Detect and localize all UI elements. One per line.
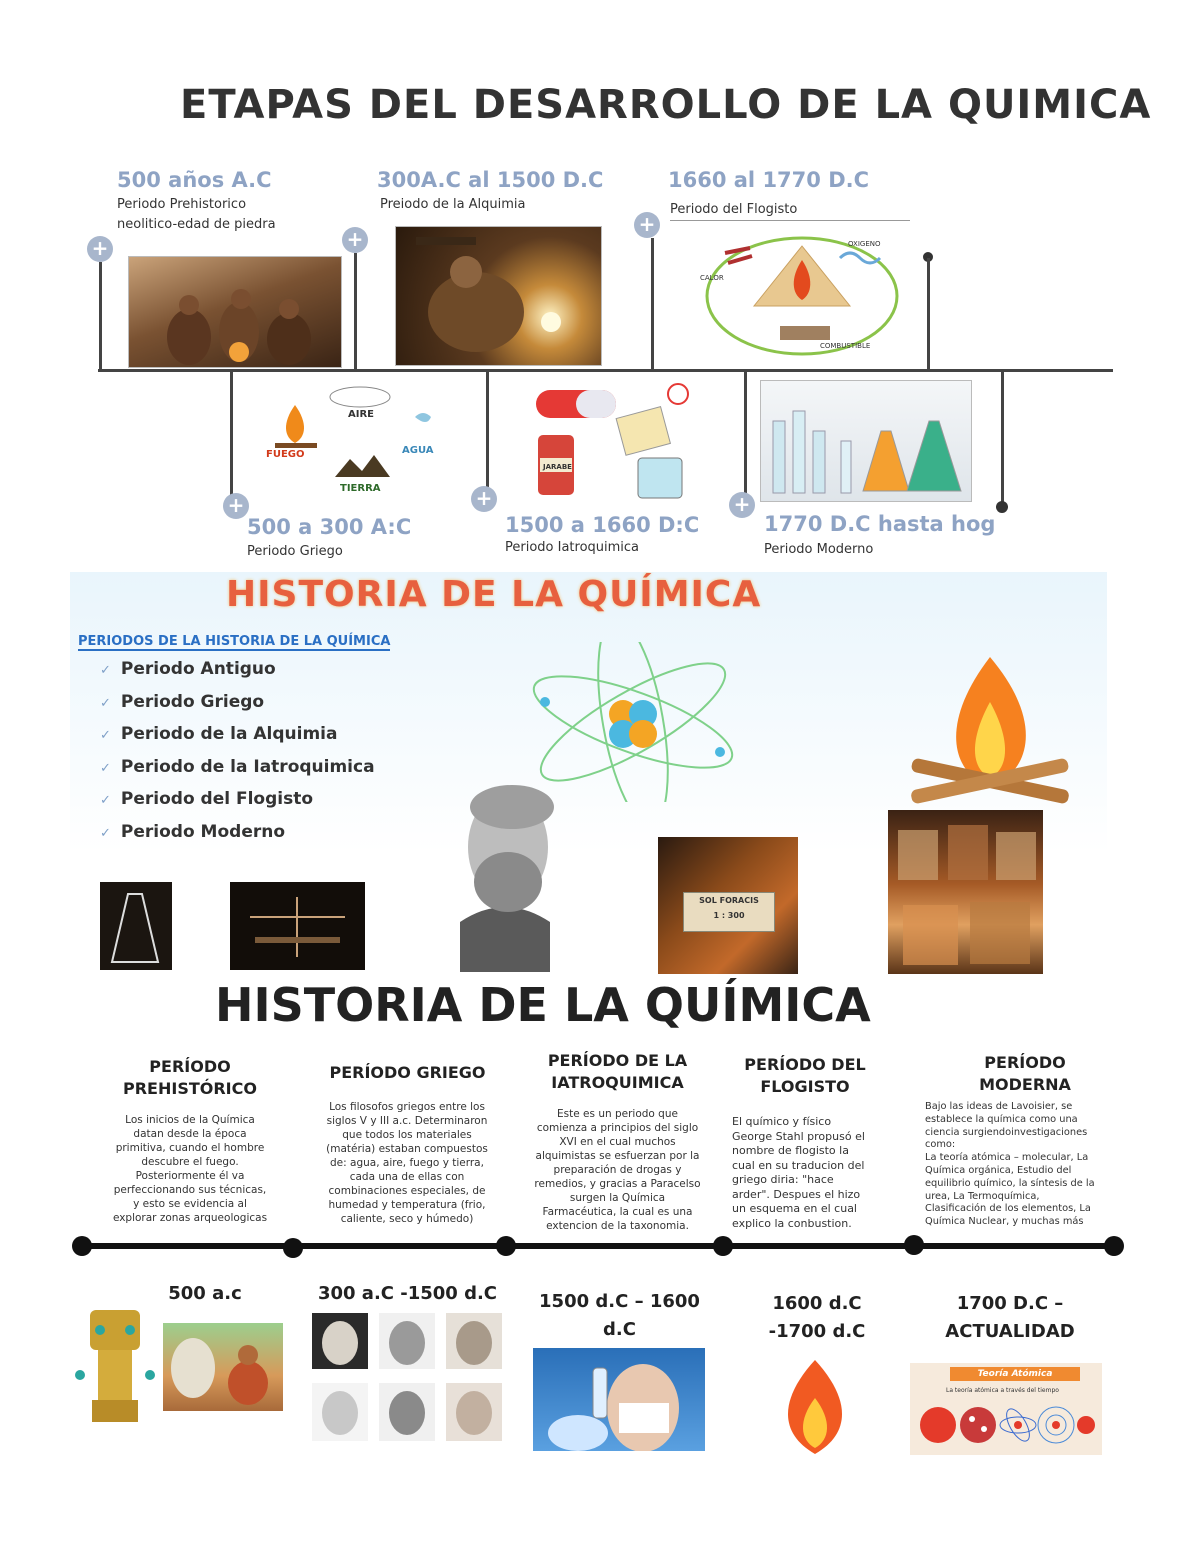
expand-griego-button[interactable]: + [223,493,249,519]
column-text-prehistorico: Los inicios de la Química datan desde la época primitiva, cuando el hombre descubre el fuego. Posteriormente él va perfeccionando sus técnicas, y esto se evidencia al explorar zonas arqueologicas [112,1114,268,1224]
list-item: ✓ Periodo de la Alquimia [100,724,338,744]
list-item: ✓ Periodo Moderno [100,821,286,842]
label-agua: AGUA [402,445,434,456]
timeline-label-griego: Periodo Griego [247,544,343,559]
atomic-theory-card-subtitle: La teoría atómica a través del tiempo [946,1387,1059,1394]
periods-list [100,654,375,849]
timeline-label-prehistoric: Periodo Prehistorico neolitico-edad de piedra [117,197,276,232]
expand-moderno-button[interactable]: + [729,492,755,518]
column-text-flogisto: El químico y físico George Stahl propusó el nombre de flogisto la cual en su traducion del griego diria: "hace arder". Despues el hizo un esquema en el cual explico la conbustion. [732,1115,865,1230]
era-label-flogisto: 1600 d.C -1700 d.C [768,1293,866,1342]
era-label-moderna: 1700 D.C – ACTUALIDAD [945,1293,1075,1342]
medicine-illustration [528,380,698,505]
label-tierra: TIERRA [340,483,381,494]
timeline-dot [1104,1236,1124,1256]
timeline-year-iatroquimica: 1500 a 1660 D:C [505,513,700,537]
historia-banner [70,572,1107,974]
check-icon: ✓ [100,695,111,711]
check-icon: ✓ [100,825,111,841]
fire-triangle-icon [690,228,915,363]
timeline-connector [744,370,747,495]
label-fuego: FUEGO [266,449,305,460]
column-heading-griego: PERÍODO GRIEGO [329,1063,486,1082]
timeline-axis [98,369,1113,372]
prehistoric-fire-image [128,256,342,368]
caveman-fire-image [163,1323,283,1411]
expand-flogisto-button[interactable]: + [634,212,660,238]
fire-triangle-diagram [690,228,915,363]
timeline-year-moderno: 1770 D.C hasta hog [764,512,996,536]
atomic-theory-card-title: Teoría Atómica [950,1367,1080,1381]
timeline-label-iatroquimica: Periodo Iatroquimica [505,540,640,555]
era-label-iatroquimica: 1500 d.C – 1600 d.C [539,1291,700,1340]
timeline-connector [99,262,102,370]
column-heading-iatroquimica: PERÍODO DE LA IATROQUIMICA [547,1051,688,1092]
tumi-gold-figure-image [70,1300,160,1435]
timeline-label-alquimia: Preiodo de la Alquimia [380,197,526,212]
balance-scale-photo [230,882,365,970]
timeline-connector [651,238,654,370]
check-icon: ✓ [100,760,111,776]
philosopher-bust-image [420,772,590,972]
beaker-photo [100,882,172,970]
list-item: ✓ Periodo Griego [100,691,265,712]
timeline-dot [904,1235,924,1255]
timeline-connector [354,253,357,370]
banner-subtitle: PERIODOS DE LA HISTORIA DE LA QUÍMICA [78,634,391,649]
cavemen-illustration [129,257,341,367]
expand-prehistoric-button[interactable]: + [87,236,113,262]
timeline-dot [713,1236,733,1256]
timeline-year-flogisto: 1660 al 1770 D.C [668,168,870,192]
era-label-prehistorico: 500 a.c [168,1283,242,1304]
timeline-connector [230,370,233,495]
bottle-label: SOL FORACIS 1 : 300 [683,892,775,932]
pharmacy-jars-photo [888,810,1043,974]
greek-philosophers-grid [312,1313,502,1443]
amber-bottle-photo [658,837,798,974]
fire-icon [770,1358,860,1458]
column-heading-prehistorico: PERÍODO PREHISTÓRICO [123,1057,257,1098]
timeline-label-flogisto: Periodo del Flogisto [670,200,910,221]
timeline-label-moderno: Periodo Moderno [764,542,874,557]
alchemist-illustration [396,227,601,365]
column-text-iatroquimica: Este es un periodo que comienza a principios del siglo XVI en el cual muchos alquimistas se esfuerzan por la preparación de drogas y remedios, y gracias a Paracelso surgen la Química Farmacéutica, la cual es una extencion de la taxonomia. [534,1108,701,1232]
timeline-year-griego: 500 a 300 A:C [247,515,412,539]
alquimista-image [395,226,602,366]
scientist-vaccine-image [533,1348,705,1451]
check-icon: ✓ [100,663,111,678]
timeline-connector [927,258,930,370]
list-item: ✓ Periodo Antiguo [100,659,276,679]
timeline-dot [496,1236,516,1256]
column-text-griego: Los filosofos griegos entre los siglos V y III a.c. Determinaron que todos los materiales (matéria) estaban compuestos de: agua, aire, fuego y tierra, cada una de ellas con combinaciones especiales, de humedad y temperatura (frio, caliente, seco y húmedo) [326,1101,488,1225]
four-elements-image [260,385,455,495]
campfire-image [880,652,1100,817]
label-calor: CALOR [700,274,724,282]
label-oxigeno: OXIGENO [848,240,881,248]
label-aire: AIRE [348,409,374,420]
banner-title: HISTORIA DE LA QUÍMICA [226,574,762,615]
list-item: ✓ Periodo del Flogisto [100,789,314,809]
timeline-bar [80,1243,1120,1249]
column-text-moderna: Bajo las ideas de Lavoisier, se establece la química como una ciencia surgiendoinvestigaciones como: La teoría atómica – molecular, La Química orgánica, Estudio del equilibrio químico, la síntesis de la urea, La Termoquímica, Clasificación de los elementos, La Química Nuclear, y muchas más [925,1101,1095,1228]
timeline-dot [283,1238,303,1258]
expand-alquimia-button[interactable]: + [342,227,368,253]
page-title-historia: HISTORIA DE LA QUÍMICA [215,978,871,1032]
timeline-dot [72,1236,92,1256]
medicine-image [528,380,698,505]
list-item: ✓ Periodo de la Iatroquimica [100,756,375,777]
atom-models-icon [916,1403,1096,1447]
label-jarabe: JARABE [543,463,572,471]
era-label-griego: 300 a.C -1500 d.C [317,1283,498,1304]
atomic-theory-card [910,1363,1102,1455]
expand-iatroquimica-button[interactable]: + [471,486,497,512]
timeline-connector [486,370,489,495]
page-title-etapas: ETAPAS DEL DESARROLLO DE LA QUIMICA [180,82,1152,128]
column-heading-flogisto: PERÍODO DEL FLOGISTO [744,1055,866,1096]
timeline-connector [1001,370,1004,505]
timeline-year-alquimia: 300A.C al 1500 D.C [377,168,604,192]
column-heading-moderna: PERÍODO MODERNA [979,1053,1071,1094]
elements-illustration [260,385,455,495]
laboratory-glassware-image [760,380,972,502]
label-combustible: COMBUSTIBLE [820,342,871,350]
timeline-end-node [996,501,1008,513]
check-icon: ✓ [100,793,111,808]
check-icon: ✓ [100,728,111,743]
timeline-year-prehistoric: 500 años A.C [117,168,272,192]
glassware-illustration [761,381,971,501]
